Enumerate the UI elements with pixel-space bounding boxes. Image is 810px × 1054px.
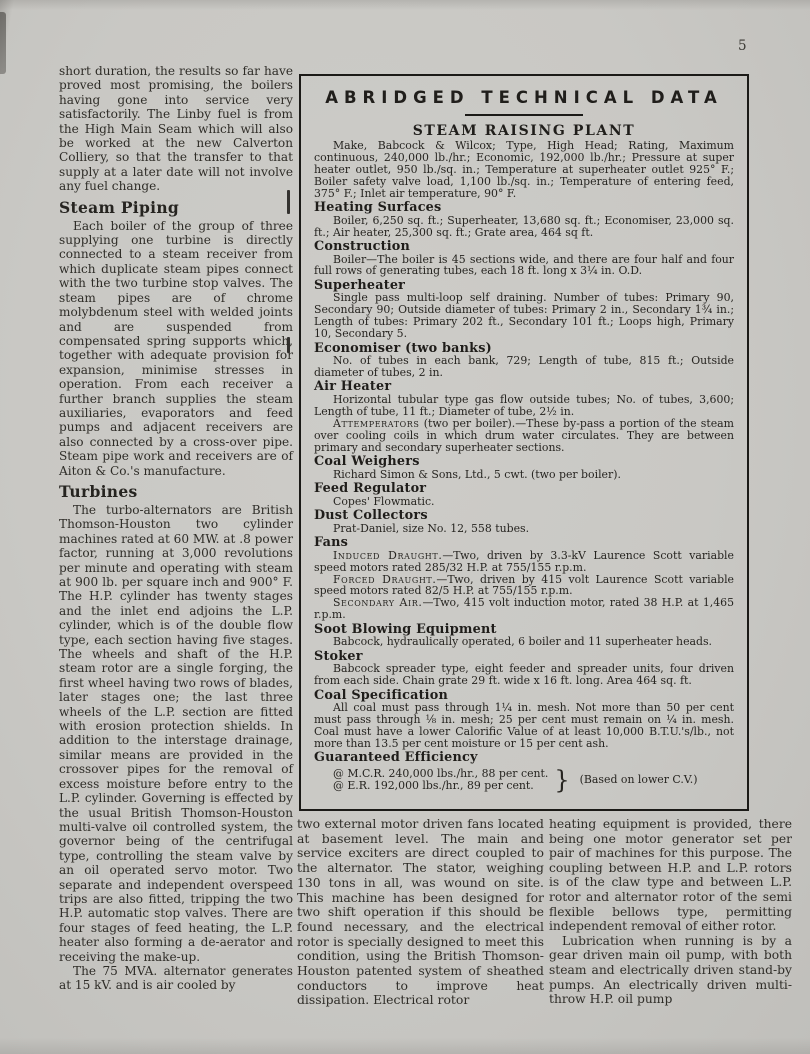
paragraph-intro: short duration, the results so far have proved most promising, the boilers having gone into service very satisfactorily. The Linby fuel is from the High Main Seam which will also be worked at the new Calverton Colliery, so that the transfer to that supply at a later date will not involve any fuel change. — [59, 64, 293, 194]
section-heading-stoker: Stoker — [314, 648, 363, 664]
scan-smudge — [0, 12, 6, 74]
smallcaps-lead: Forced Draught. — [333, 572, 437, 586]
paragraph-text: —Two, 415 volt induction motor, rated 38 H.P. at 1,465 r.p.m. — [314, 596, 735, 622]
section-paragraph: Horizontal tubular type gas flow outside tubes; No. of tubes, 3,600; Length of tube, 11 ft.; Diameter of tube, 2½ in. — [314, 393, 734, 418]
section-paragraph: Boiler, 6,250 sq. ft.; Superheater, 13,680 sq. ft.; Economiser, 23,000 sq. ft.; Air heater, 25,300 sq. ft.; Grate area, 464 sq ft. — [314, 213, 734, 239]
paragraph-lubrication: Lubrication when running is by a gear driven main oil pump, with both steam and electrically driven stand-by pumps. An electrically driven multi-throw H.P. oil pump — [549, 933, 792, 1007]
bottom-right-column — [549, 817, 792, 1007]
title-rule — [465, 114, 583, 116]
section-paragraph: Copes' Flowmatic. — [333, 494, 435, 508]
section-paragraph-secondary-air — [314, 597, 734, 621]
paragraph-turbines: The turbo-alternators are British Thomson-Houston two cylinder machines rated at 60 MW. at .8 power factor, running at 3,000 revolutions per minute and operating with steam at 900 lb. per square inch and 900° F. The H.P. cylinder has twenty stages and the inlet end adjoins the L.P. cylinder, which is of the double flow type, each section having five stages. The wheels and shaft of the H.P. steam rotor are a single forging, the first wheel having two rows of blades, later stages one; the last three wheels of the L.P. section are fitted with erosion protection shields. In addition to the interstage drainage, similar means are provided in the crossover pipes for the removal of excess moisture before entry to the L.P. cylinder. Governing is effected by the usual British Thomson-Houston multi-valve oil controlled system, the governor being of the centrifugal type, controlling the steam valve by an oil operated servo motor. Two separate and independent overspeed trips are also fitted, tripping the two H.P. automatic stop valves. There are four stages of feed heating, the L.P. heater also forming a de-aerator and receiving the make-up. — [59, 502, 293, 964]
heading-steam-piping: Steam Piping — [59, 197, 180, 217]
efficiency-line-mcr: @ M.C.R. 240,000 lbs./hr., 88 per cent. — [333, 766, 549, 780]
efficiency-lines — [314, 768, 548, 792]
section-paragraph-induced-draught — [314, 550, 734, 574]
paragraph-exciters: two external motor driven fans located at basement level. The main and service exciters are direct coupled to the alternator. The stator, weighing 130 tons in all, was wound on site. This machine has been designed for two shift operation if this should be found necessary, and the electrical rotor is specially designed to meet this condition, using the British Thomson-Houston patented system of sheathed conductors to improve heat dissipation. Electrical rotor — [297, 816, 544, 1008]
section-paragraph: Prat-Daniel, size No. 12, 558 tubes. — [333, 521, 530, 535]
paragraph-text: —Two, driven by 3.3-kV Laurence Scott variable speed motors rated 285/32 H.P. at 755/155 r.p.m. — [314, 548, 734, 574]
box-title: ABRIDGED TECHNICAL DATA — [325, 88, 723, 107]
section-heading-feed-regulator: Feed Regulator — [314, 481, 427, 497]
section-paragraph: Boiler—The boiler is 45 sections wide, and there are four half and four full rows of generating tubes, each 18 ft. long x 3¼ in. O.D. — [314, 252, 734, 278]
section-paragraph: Babcock, hydraulically operated, 6 boiler and 11 superheater heads. — [333, 635, 713, 649]
heading-turbines: Turbines — [59, 481, 138, 501]
section-heading-dust-collectors: Dust Collectors — [314, 508, 428, 524]
box-intro-paragraph: Make, Babcock & Wilcox; Type, High Head; Rating, Maximum continuous, 240,000 lb./hr.; Economic, 192,000 lb./hr.; Pressure at super heater outlet, 950 lb./sq. in.; Temperature at superheater outlet 925° F.; Boiler safety valve load, 1,100 lb./sq. in.; Temperature of entering feed, 375° F.; Inlet air temperature, 90° F. — [314, 139, 734, 200]
section-paragraph: Single pass multi-loop self draining. Number of tubes: Primary 90, Secondary 90; Outside diameter of tubes: Primary 2 in., Secondary 1¾ in.; Length of tubes: Primary 202 ft., Secondary 101 ft.; Loops high, Primary 10, Secondary 5. — [314, 291, 734, 341]
section-heading-economiser: Economiser (two banks) — [314, 340, 492, 356]
page-number: 5 — [738, 38, 747, 54]
smallcaps-lead: Secondary Air. — [333, 596, 423, 610]
box-subtitle: STEAM RAISING PLANT — [412, 123, 636, 139]
paragraph-text: —Two, driven by 415 volt Laurence Scott variable speed motors rated 82/5 H.P. at 755/155 r.p.m. — [314, 572, 735, 598]
efficiency-row — [314, 766, 734, 794]
section-heading-fans: Fans — [314, 535, 348, 551]
paragraph-coupling: heating equipment is provided, there being one motor generator set per pair of machines for this purpose. The coupling between H.P. and L.P. rotors is of the claw type and between L.P. rotor and alternator rotor of the semi flexible bellows type, permitting independent removal of either rotor. — [549, 817, 792, 934]
section-heading-heating-surfaces: Heating Surfaces — [314, 200, 442, 216]
section-paragraph: All coal must pass through 1¼ in. mesh. Not more than 50 per cent must pass through ⅛ in. mesh; 25 per cent must remain on ¼ in. mesh. Coal must have a lower Calorific Value of at least 10,000 B.T.U.'s/lb., not more than 13.5 per cent moisture or 15 per cent ash. — [314, 701, 734, 750]
section-heading-coal-specification: Coal Specification — [314, 687, 448, 703]
section-heading-soot-blowing: Soot Blowing Equipment — [314, 621, 497, 637]
efficiency-line-er: @ E.R. 192,000 lbs./hr., 89 per cent. — [333, 778, 534, 792]
paragraph-text: (two per boiler).—These by-pass a portion of the steam over cooling coils in which drum water circulates. They are between primary and secondary superheater sections. — [314, 416, 734, 454]
section-paragraph-attemperators — [314, 418, 734, 454]
section-heading-construction: Construction — [314, 238, 410, 254]
section-heading-air-heater: Air Heater — [314, 379, 392, 395]
section-heading-guaranteed-efficiency: Guaranteed Efficiency — [314, 750, 478, 766]
smallcaps-lead: Induced Draught. — [333, 548, 443, 562]
section-heading-superheater: Superheater — [314, 277, 406, 293]
section-paragraph: No. of tubes in each bank, 729; Length of tube, 815 ft.; Outside diameter of tubes, 2 in. — [314, 354, 734, 380]
technical-data-box — [299, 74, 749, 811]
paragraph-steam-piping: Each boiler of the group of three supplying one turbine is directly connected to a steam receiver from which duplicate steam pipes connect with the two turbine stop valves. The steam pipes are of chrome molybdenum steel with welded joints and are suspended from compensated spring supports which, together with adequate provision for expansion, minimise stresses in operation. From each receiver a further branch supplies the steam auxiliaries, evaporators and feed pumps and adjacent receivers are also connected by a cross-over pipe. Steam pipe work and receivers are of Aiton & Co.'s manufacture. — [59, 218, 293, 478]
section-paragraph: Babcock spreader type, eight feeder and spreader units, four driven from each side. Chain grate 29 ft. wide x 16 ft. long. Area 464 sq. ft. — [314, 662, 734, 688]
efficiency-note: (Based on lower C.V.) — [579, 773, 698, 787]
paragraph-alternator: The 75 MVA. alternator generates at 15 kV. and is air cooled by — [59, 963, 293, 993]
efficiency-brace: } — [554, 765, 570, 795]
smallcaps-lead: Attemperators — [333, 416, 420, 430]
section-paragraph: Richard Simon & Sons, Ltd., 5 cwt. (two per boiler). — [333, 467, 621, 481]
section-paragraph-forced-draught — [314, 574, 734, 598]
left-column — [59, 64, 293, 993]
bottom-middle-column — [297, 817, 544, 1008]
section-heading-coal-weighers: Coal Weighers — [314, 454, 420, 470]
